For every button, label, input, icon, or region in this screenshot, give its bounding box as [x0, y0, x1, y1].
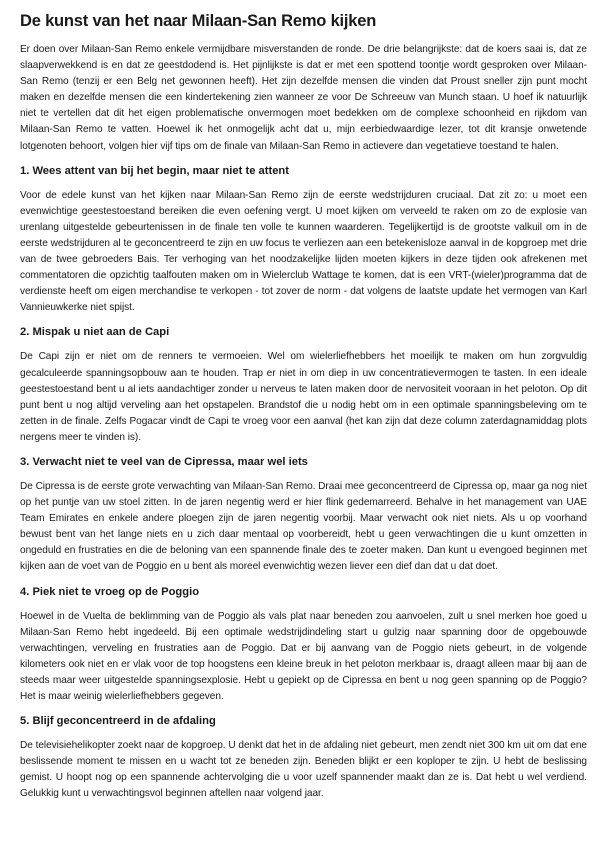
section-3-heading: 3. Verwacht niet te veel van de Cipressa, maar wel iets — [20, 455, 308, 468]
section-5-heading: 5. Blijf geconcentreerd in de afdaling — [20, 715, 216, 728]
section-2-heading: 2. Mispak u niet aan de Capi — [20, 326, 170, 339]
section-4-body: Hoewel in de Vuelta de beklimming van de Poggio als vals plat naar beneden zou aanvoelen, zult u snel merken hoe goed u Milaan-San Remo hebt ingedeeld. Bij een optimale wedstrijdindeling start u gulzig naar spanning door de opgebouwde verwachtingen, verveling en frustraties aan de Poggio. Dat er bij aanvang van de Poggio niets gebeurt, in de volgende kilometers ook niet en er vlak voor de top hoogstens een kleine breuk in het peloton merkbaar is, draagt alleen maar bij aan de steeds maar weer uitgestelde spanningsexplosie. Hebt u gepiekt op de Cipressa en bent u nog geen spanning op de Poggio? Het is maar weinig wielerliefhebbers gegeven. — [20, 610, 587, 702]
section-1-body: Voor de edele kunst van het kijken naar Milaan-San Remo zijn de eerste wedstrijduren cruciaal. Dat zit zo: u moet een evenwichtige geestestoestand bereiken die even oefening vergt. U moet kijken om verveeld te raken om zo de explosie van urenlang uitgestelde gebeurtenissen in de finale ten volle te kunnen waarderen. Tegelijkertijd is de grootste valkuil om in de eerste wedstrijduren al te geconcentreerd te zijn en uw focus te verliezen aan een betekenisloze aanval in de kopgroep met drie van de twee gebroeders Bais. Ter verhoging van het noodzakelijke lijden moeten kijkers in deze tijden ook afrekenen met commentatoren die opzichtig taalfouten maken om in Wielerclub Wattage te komen, dat is een VRT-(wieler)programma dat de verdienste heeft om eigen merchandise te verkopen - tot zover de norm - dat volgens de laatste update het vermogen van Karl Vannieuwkerke niet spijst. — [20, 189, 587, 314]
section-4-heading: 4. Piek niet te vroeg op de Poggio — [20, 585, 200, 598]
section-2-body: De Capi zijn er niet om de renners te vermoeien. Wel om wielerliefhebbers het moeilijk te maken om hun zorgvuldig gecalculeerde spanningsopbouw aan te houden. Trap er niet in om diep in uw concentratievermogen te tasten. In een ideale geestestoestand bent u al iets aandachtiger zonder u nerveus te laten maken door de nervositeit vooraan in het peloton. Op dit punt bent u nog altijd verveling aan het opstapelen. Brandstof die u nodig hebt om in een optimale spanningsbeleving om te zetten in de finale. Zelfs Pogacar vindt de Capi te vroeg voor een aanval (het kan zijn dat deze column zaterdagnamiddag plots nergens meer te vinden is). — [20, 351, 587, 443]
intro-paragraph: Er doen over Milaan-San Remo enkele vermijdbare misverstanden de ronde. De drie belangrijkste: dat de koers saai is, dat ze slaapverwekkend is en dat ze geestdodend is. Het pijnlijkste is dat er met een spottend toontje wordt gesproken over Milaan-San Remo (tenzij er een Belg net gewonnen heeft). Het zijn dezelfde mensen die vinden dat Proust sneller zijn punt mocht maken en dezelfde mensen die een kindertekening zien wanneer ze voor De Schreeuw van Munch staan. U hoef ik natuurlijk niet te vertellen dat dit het eigen problematische onvermogen moet bedekken om de complexe schoonheid en rijkdom van Milaan-San Remo te vatten. Hoewel ik het onmogelijk acht dat u, mijn eerbiedwaardige lezer, tot dit kransje onwetende lotgenoten behoort, volgen hier vijf tips om de finale van Milaan-San Remo in actievere dan vegetatieve toestand te halen. — [20, 44, 587, 152]
section-3-body: De Cipressa is de eerste grote verwachting van Milaan-San Remo. Draai mee geconcentreerd de Cipressa op, maar ga nog niet op het puntje van uw stoel zitten. In de jaren negentig werd er hier flink gedemarreerd. Behalve in het management van UAE Team Emirates en enkele andere ploegen zijn de jaren negentig voorbij. Maar verwacht ook niet niets. Als u op voorhand bewust bent van het lange niets en u zich daar mentaal op voorbereidt, hebt u geen verwachtingen die u kunt omzetten in ongeduld en frustraties en die de beloning van een spannende finale des te zoeter maken. Dan kunt u evengoed beginnen met kijken aan de voet van de Poggio en u bent als moreel evenwichtig wezen liever een dief dan dat u dat doet. — [20, 480, 587, 573]
section-5-body: De televisiehelikopter zoekt naar de kopgroep. U denkt dat het in de afdaling niet gebeurt, men zendt niet 300 km uit om dat ene beslissende moment te missen en u wacht tot ze beneden zijn. Beneden blijkt er een koploper te zijn. U hebt de beslissing gemist. U hoopt nog op een spannende achtervolging die u voor uzelf spannender maakt dan ze is. Dat hebt u wel verdiend. Gelukkig kunt u verwachtingsvol beginnen aftellen naar volgend jaar. — [20, 740, 587, 800]
article-title: De kunst van het naar Milaan-San Remo kijken — [20, 12, 377, 30]
section-1-heading: 1. Wees attent van bij het begin, maar niet te attent — [20, 164, 289, 177]
